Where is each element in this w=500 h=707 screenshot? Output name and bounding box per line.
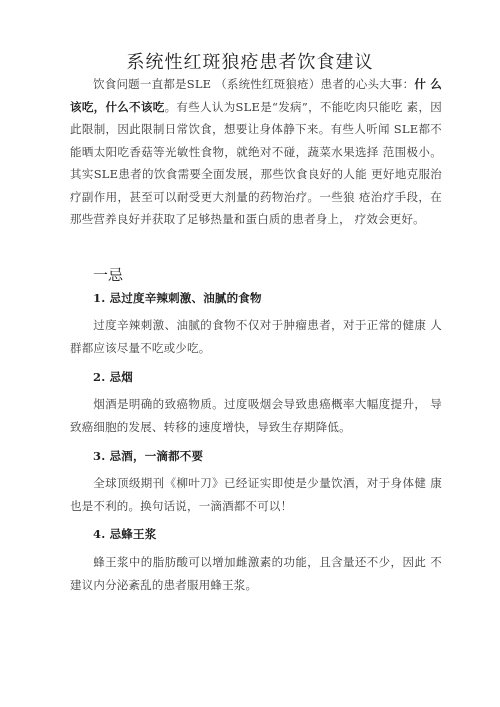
intro-paragraph: [70, 73, 442, 231]
section-heading: 一忌: [93, 266, 124, 284]
item-body-text-3: 全球顶级期刊《柳叶刀》已经证实即使是少量饮酒，对于身体健 康也是不利的。换句话说，一滴酒都不可以！: [70, 476, 442, 513]
item-heading-1: 1. 忌过度辛辣刺激、油腻的食物: [93, 291, 262, 305]
intro-text-part1: 饮食问题一直都是SLE （系统性红斑狼疮）患者的心头大事：: [93, 77, 415, 91]
item-body-3: [70, 472, 442, 517]
item-heading-2: 2. 忌烟: [93, 370, 134, 384]
item-body-4: [70, 551, 442, 596]
intro-question: 什 么该吃，什么不该吃: [70, 77, 442, 114]
document-title: 系统性红斑狼疮患者饮食建议: [126, 52, 374, 73]
item-body-text-4: 蜂王浆中的脂肪酸可以增加雌激素的功能，且含量还不少，因此 不建议内分泌紊乱的患者服用蜂王浆。: [70, 555, 442, 592]
item-body-text-1: 过度辛辣刺激、油腻的食物不仅对于肿瘤患者，对于正常的健康 人群都应该尽量不吃或少吃。: [70, 318, 442, 355]
item-body-text-2: 烟酒是明确的致癌物质。过度吸烟会导致患癌概率大幅度提升， 导致癌细胞的发展、转移的速度增快，导致生存期降低。: [70, 397, 442, 434]
item-body-1: [70, 314, 442, 359]
item-body-2: [70, 393, 442, 438]
item-heading-3: 3. 忌酒，一滴都不要: [93, 449, 204, 463]
intro-text-part2: 。有些人认为SLE是“发病”，不能吃肉只能吃 素，因此限制，因此限制日常饮食，想要让身体静下来。有些人听闻 SLE都不能晒太阳吃香菇等光敏性食物，就绝对不碰，蔬菜水果选择 范围极小。其实SLE患者的饮食需要全面发展，那些饮食良好的人能 更好地克服治疗副作用，甚至可以耐受更大剂量的药物治疗。一些狼 疮治疗手段，在那些营养良好并获取了足够热量和蛋白质的患者身上， 疗效会更好。: [70, 99, 442, 226]
item-heading-4: 4. 忌蜂王浆: [93, 527, 157, 541]
